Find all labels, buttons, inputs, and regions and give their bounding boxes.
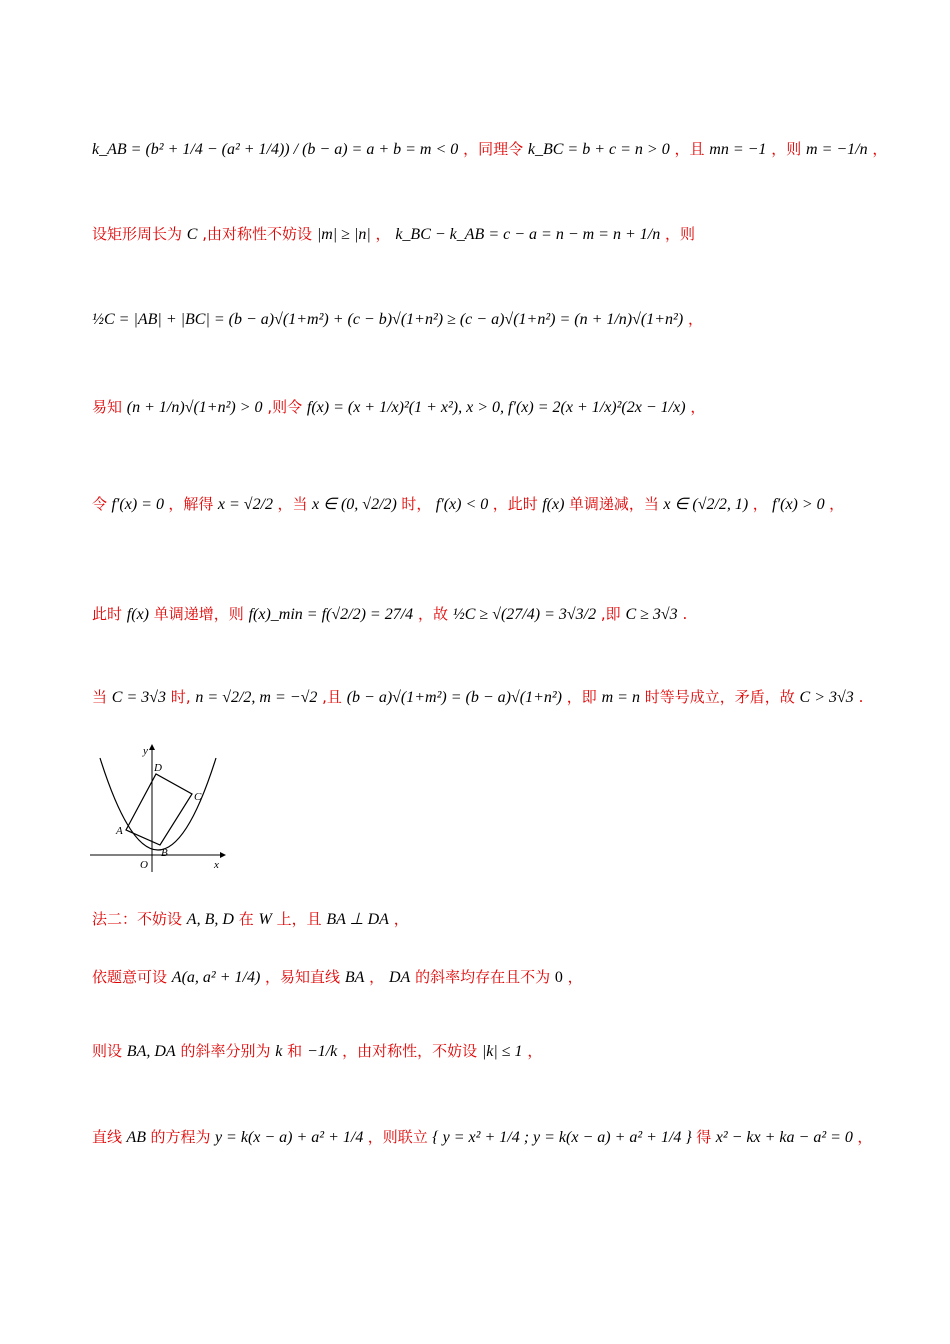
text-segment: 的方程为 [150,1128,211,1146]
math: f(x) [542,496,565,513]
equation-line-1 [92,140,890,161]
label-a: A [116,825,123,837]
math: ½C ≥ √(27/4) = 3√3/2 [452,606,597,623]
label-b: B [161,847,168,859]
math: A, B, D [186,911,234,928]
math: BA ⊥ DA [326,911,389,928]
equation-line-7 [92,688,890,709]
equation-line-11 [92,1128,890,1149]
math: BA, DA [126,1043,176,1060]
math: (b − a)√(1+m²) = (b − a)√(1+n²) [346,689,563,706]
math: f′(x) < 0 [435,496,489,513]
text-segment: ， [567,968,583,986]
math: C > 3√3 [799,689,854,706]
math-m: m = −1/n [806,141,868,158]
text-segment: ，且 [674,140,705,158]
text-segment: . [682,605,688,623]
text-segment: 时等号成立，矛盾，故 [644,688,795,706]
text-segment: ，当 [277,495,308,513]
text-segment: 时, [170,688,191,706]
math-kab-expression: k_AB = (b² + 1/4 − (a² + 1/4)) / (b − a) = a + b = m < 0 [92,141,459,158]
parabola-rectangle-figure [88,742,228,881]
text-segment: ,由对称性不妨设 [202,225,313,243]
text-segment: 上，且 [276,910,322,928]
math: C ≥ 3√3 [625,606,678,623]
math: n = √2/2, m = −√2 [195,689,318,706]
text-segment: 的斜率均存在且不为 [415,968,551,986]
x-axis-arrow [220,852,226,858]
math-perimeter: ½C = |AB| + |BC| = (b − a)√(1+m²) + (c − b)√(1+n²) ≥ (c − a)√(1+n²) = (n + 1/n)√(1+n²) [92,311,684,328]
text-segment: ，由对称性，不妨设 [342,1042,478,1060]
text-segment: ,且 [322,688,342,706]
text-segment: ， [752,495,768,513]
method-two-line [92,910,890,931]
label-c: C [194,791,202,803]
y-axis-arrow [149,744,155,750]
text-segment: ， [527,1042,543,1060]
math-c: C [186,226,198,243]
math: x = √2/2 [217,496,274,513]
math-positive: (n + 1/n)√(1+n²) > 0 [126,399,263,416]
math: y = k(x − a) + a² + 1/4 [214,1129,364,1146]
equation-line-3 [92,310,890,331]
math: x ∈ (√2/2, 1) [663,496,749,513]
label-o: O [140,859,148,871]
math: A(a, a² + 1/4) [171,969,261,986]
math: f′(x) > 0 [772,496,825,513]
figure-svg [88,742,228,877]
text-segment: 得 [696,1128,712,1146]
math: x ∈ (0, √2/2) [311,496,397,513]
text-segment: ，则 [771,140,802,158]
math-kdiff: k_BC − k_AB = c − a = n − m = n + 1/n [395,226,661,243]
label-x: x [214,859,219,871]
text-segment: ，则联立 [367,1128,428,1146]
math: W [258,911,272,928]
equation-line-5 [92,495,890,516]
math-fx: f(x) = (x + 1/x)²(1 + x²), x > 0, f′(x) = 2(x + 1/x)²(2x − 1/x) [306,399,686,416]
text-segment: ，故 [417,605,448,623]
text-segment: ， [375,225,391,243]
math: f(x) [126,606,149,623]
text-segment: ，易知直线 [265,968,341,986]
math: C = 3√3 [111,689,167,706]
text-segment: ， [690,398,706,416]
text-segment: 令 [92,495,108,513]
equation-line-10 [92,1042,890,1063]
text-segment: 则设 [92,1042,123,1060]
text-segment: 的斜率分别为 [180,1042,271,1060]
label-y: y [143,745,148,757]
math: −1/k [306,1043,338,1060]
text-segment: ， [687,310,703,328]
text-segment: ，同理令 [463,140,524,158]
text-segment: . [858,688,864,706]
text-segment: ,即 [600,605,621,623]
math: AB [126,1129,147,1146]
text-segment: 此时 [92,605,123,623]
text-segment: ， [369,968,385,986]
math-kbc: k_BC = b + c = n > 0 [527,141,670,158]
text-segment: 当 [92,688,108,706]
label-d: D [154,762,162,774]
math-mn: mn = −1 [709,141,767,158]
equation-line-6 [92,605,890,626]
text-segment: 依题意可设 [92,968,168,986]
text-segment: 和 [287,1042,303,1060]
math: x² − kx + ka − a² = 0 [715,1129,853,1146]
math: f′(x) = 0 [111,496,164,513]
text-segment: 易知 [92,398,123,416]
text-segment: 直线 [92,1128,123,1146]
text-segment: ,则令 [267,398,303,416]
text-segment: 单调递增，则 [153,605,244,623]
equation-line-2 [92,225,890,246]
math: f(x)_min = f(√2/2) = 27/4 [248,606,414,623]
text-segment: ， [829,495,845,513]
equation-line-4 [92,398,890,419]
text-segment: 单调递减，当 [568,495,659,513]
math: |k| ≤ 1 [481,1043,523,1060]
text-segment: 在 [238,910,254,928]
text-segment: 设矩形周长为 [92,225,183,243]
text-segment: ， [857,1128,873,1146]
equation-line-9 [92,968,890,989]
math: k [275,1043,283,1060]
text-segment: 时， [401,495,432,513]
math-system: { y = x² + 1/4 ; y = k(x − a) + a² + 1/4 } [432,1129,692,1146]
text-segment: ， [393,910,409,928]
text-segment: ，此时 [492,495,538,513]
math: DA [388,969,411,986]
text-segment: ， [872,140,888,158]
text-segment: ，解得 [168,495,214,513]
math: BA [344,969,365,986]
text-segment: ，即 [566,688,597,706]
text-segment: ，则 [664,225,695,243]
math: m = n [601,689,640,706]
math: 0 [554,969,563,986]
math-abs: |m| ≥ |n| [316,226,371,243]
text-segment: 法二：不妨设 [92,910,183,928]
